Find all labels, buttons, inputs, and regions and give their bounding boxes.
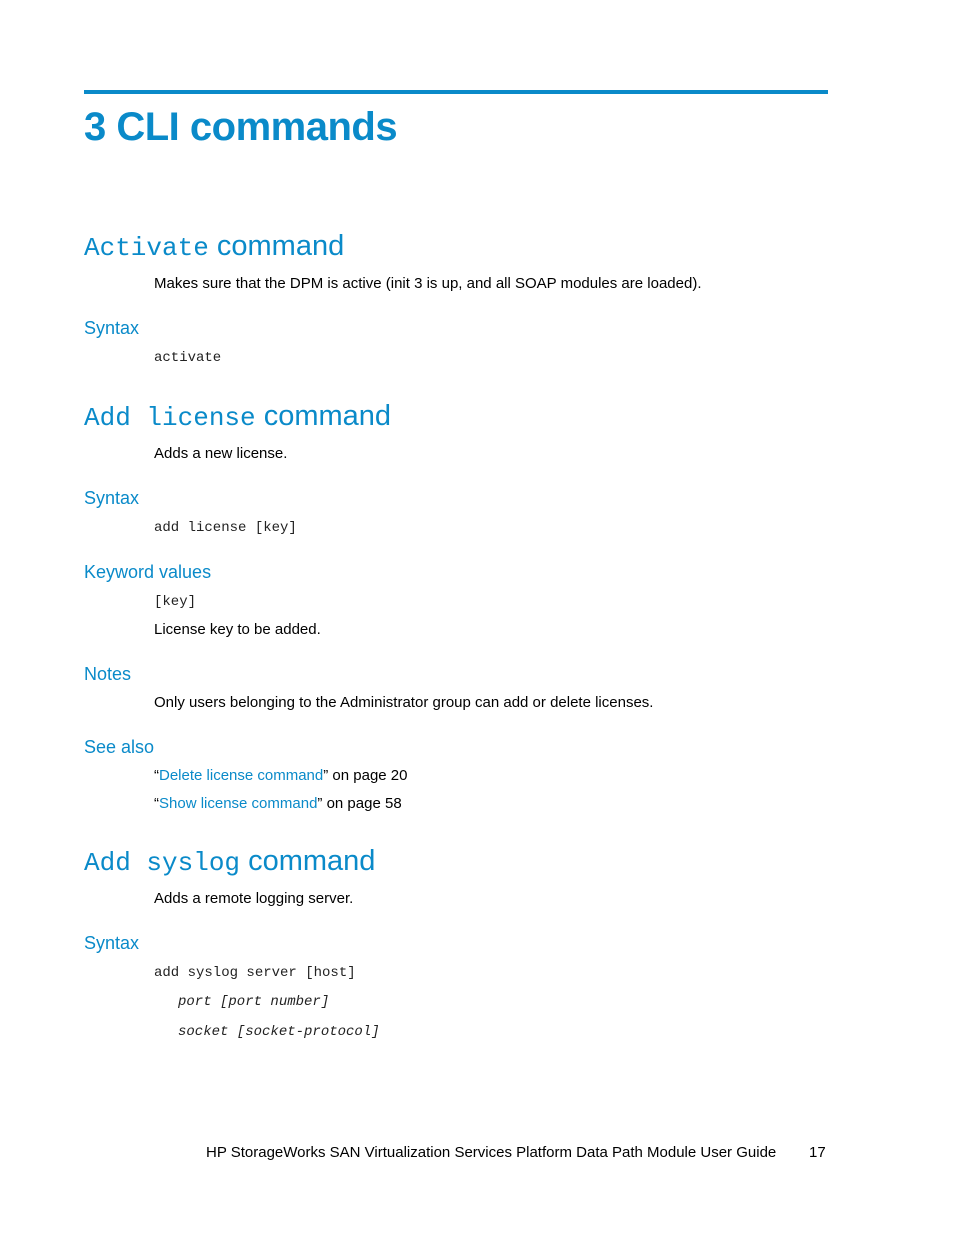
notes-heading: Notes	[84, 664, 132, 684]
section-heading-add-license	[84, 398, 391, 436]
open-quote: “	[154, 795, 159, 812]
page-reference: ” on page 20	[323, 767, 408, 784]
activate-syntax-heading: Syntax	[84, 318, 140, 338]
heading-command-name: Add license	[84, 403, 256, 433]
see-also-heading: See also	[84, 737, 155, 757]
notes-text: Only users belonging to the Administrator group can add or delete licenses.	[154, 694, 654, 711]
add-syslog-syntax-port: port [port number]	[178, 994, 330, 1010]
keyword-key: [key]	[154, 594, 197, 610]
section-heading-activate	[84, 228, 344, 266]
add-license-syntax-heading: Syntax	[84, 488, 140, 508]
chapter-top-rule	[84, 90, 828, 94]
footer-page-number: 17	[809, 1144, 826, 1161]
heading-command-word: command	[216, 230, 345, 262]
keyword-values-heading: Keyword values	[84, 562, 212, 582]
add-syslog-description: Adds a remote logging server.	[154, 890, 354, 907]
heading-command-name: Add syslog	[84, 848, 241, 878]
add-syslog-syntax: add syslog server [host]	[154, 965, 356, 981]
add-syslog-syntax-socket: socket [socket-protocol]	[178, 1024, 380, 1040]
delete-license-command-link[interactable]: Delete license command	[159, 767, 324, 784]
open-quote: “	[154, 767, 159, 784]
heading-command-word: command	[263, 400, 392, 432]
show-license-command-link[interactable]: Show license command	[159, 795, 318, 812]
add-license-syntax: add license [key]	[154, 520, 297, 536]
see-also-item	[154, 766, 408, 786]
page-reference: ” on page 58	[317, 795, 402, 812]
footer-document-title: HP StorageWorks SAN Virtualization Services Platform Data Path Module User Guide	[206, 1144, 777, 1161]
heading-command-word: command	[248, 845, 376, 877]
chapter-title: 3 CLI commands	[84, 105, 398, 149]
activate-syntax: activate	[154, 350, 222, 366]
add-syslog-syntax-heading: Syntax	[84, 933, 140, 953]
add-license-description: Adds a new license.	[154, 445, 288, 462]
activate-description: Makes sure that the DPM is active (init 3 is up, and all SOAP modules are loaded).	[154, 275, 702, 292]
section-heading-add-syslog	[84, 843, 375, 881]
heading-command-name: Activate	[84, 233, 209, 263]
see-also-item	[154, 794, 402, 814]
keyword-key-description: License key to be added.	[154, 621, 321, 638]
